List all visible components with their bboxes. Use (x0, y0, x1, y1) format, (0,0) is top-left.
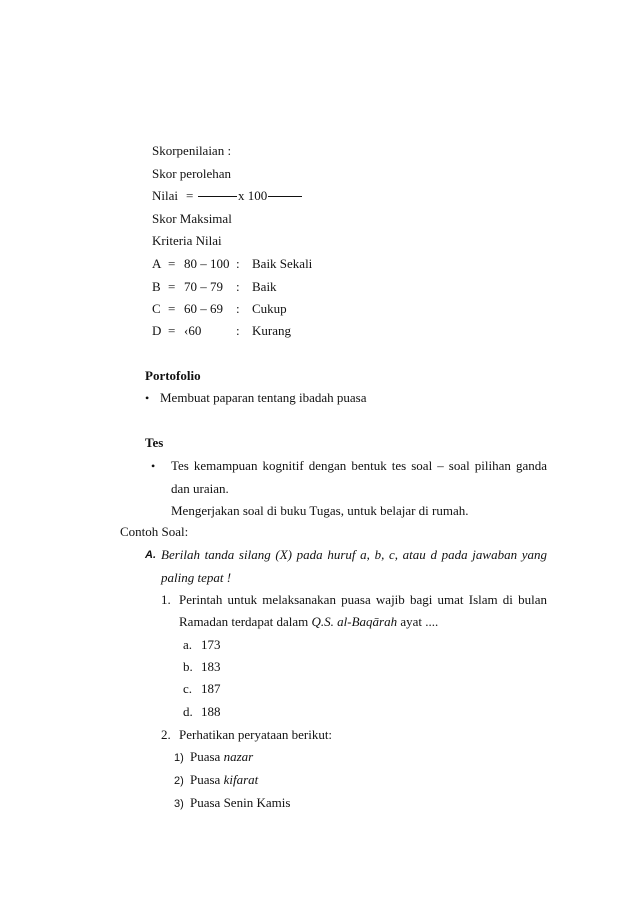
scoring-heading: Skorpenilaian : (152, 143, 232, 158)
question-1-line-2-prefix: Ramadan terdapat dalam (179, 614, 312, 629)
instruction-line-1: Berilah tanda silang (X) pada huruf a, b, c, atau d pada jawaban yang (161, 547, 547, 562)
criteria-label: Cukup (252, 301, 287, 316)
score-denominator: Skor Maksimal (152, 211, 232, 226)
question-1-line-1: Perintah untuk melaksanakan puasa wajib bagi umat Islam di bulan (179, 592, 547, 607)
criteria-range: 80 – 100 (184, 256, 230, 271)
criteria-heading: Kriteria Nilai (152, 233, 222, 248)
statement-number: 1) (174, 752, 184, 764)
statement-number: 3) (174, 798, 184, 810)
portfolio-heading: Portofolio (145, 368, 201, 383)
question-1-line-2-suffix: ayat .... (397, 614, 439, 629)
option-value: 187 (201, 681, 221, 696)
criteria-grade: B (152, 279, 161, 294)
score-multiplier: x 100 (238, 188, 268, 203)
question-1-line-2 (179, 614, 438, 630)
option-value: 188 (201, 704, 221, 719)
criteria-range: ‹60 (184, 323, 202, 338)
criteria-label: Kurang (252, 323, 291, 338)
test-line-1: Tes kemampuan kognitif dengan bentuk tes soal – soal pilihan ganda (171, 458, 547, 473)
option-letter: b. (183, 659, 193, 674)
question-2-line-1: Perhatikan peryataan berikut: (179, 727, 333, 742)
option-letter: d. (183, 704, 193, 719)
question-1-number: 1. (161, 592, 171, 607)
criteria-eq: = (168, 301, 176, 316)
statement-text: Puasa Senin Kamis (190, 795, 291, 810)
statement-number: 2) (174, 775, 184, 787)
test-line-3: Mengerjakan soal di buku Tugas, untuk belajar di rumah. (171, 503, 469, 518)
option-value: 173 (201, 637, 221, 652)
test-line-2: dan uraian. (171, 481, 229, 496)
portfolio-item: Membuat paparan tentang ibadah puasa (160, 390, 367, 405)
option-letter: c. (183, 681, 193, 696)
section-letter: A. (145, 549, 156, 561)
criteria-eq: = (168, 279, 176, 294)
statement-text: Puasa nazar (190, 749, 254, 764)
criteria-label: Baik Sekali (252, 256, 313, 271)
test-bullet: • (151, 459, 156, 473)
option-value: 183 (201, 659, 221, 674)
criteria-range: 70 – 79 (184, 279, 223, 294)
criteria-range: 60 – 69 (184, 301, 223, 316)
instruction-line-2: paling tepat ! (161, 570, 232, 585)
portfolio-bullet: • (145, 391, 150, 405)
test-heading: Tes (145, 435, 164, 450)
score-numerator: Skor perolehan (152, 166, 232, 181)
question-2-number: 2. (161, 727, 171, 742)
surah-reference: Q.S. al-Baqārah (311, 614, 398, 629)
criteria-grade: A (152, 256, 162, 271)
option-letter: a. (183, 637, 193, 652)
statement-text: Puasa kifarat (190, 772, 259, 787)
nilai-label: Nilai (152, 188, 178, 203)
criteria-grade: D (152, 323, 162, 338)
criteria-colon: : (236, 323, 240, 338)
criteria-eq: = (168, 256, 176, 271)
nilai-equals: = (186, 188, 194, 203)
criteria-colon: : (236, 256, 240, 271)
criteria-eq: = (168, 323, 176, 338)
examples-heading: Contoh Soal: (120, 524, 189, 539)
criteria-label: Baik (252, 279, 277, 294)
criteria-grade: C (152, 301, 161, 316)
criteria-colon: : (236, 301, 240, 316)
criteria-colon: : (236, 279, 240, 294)
